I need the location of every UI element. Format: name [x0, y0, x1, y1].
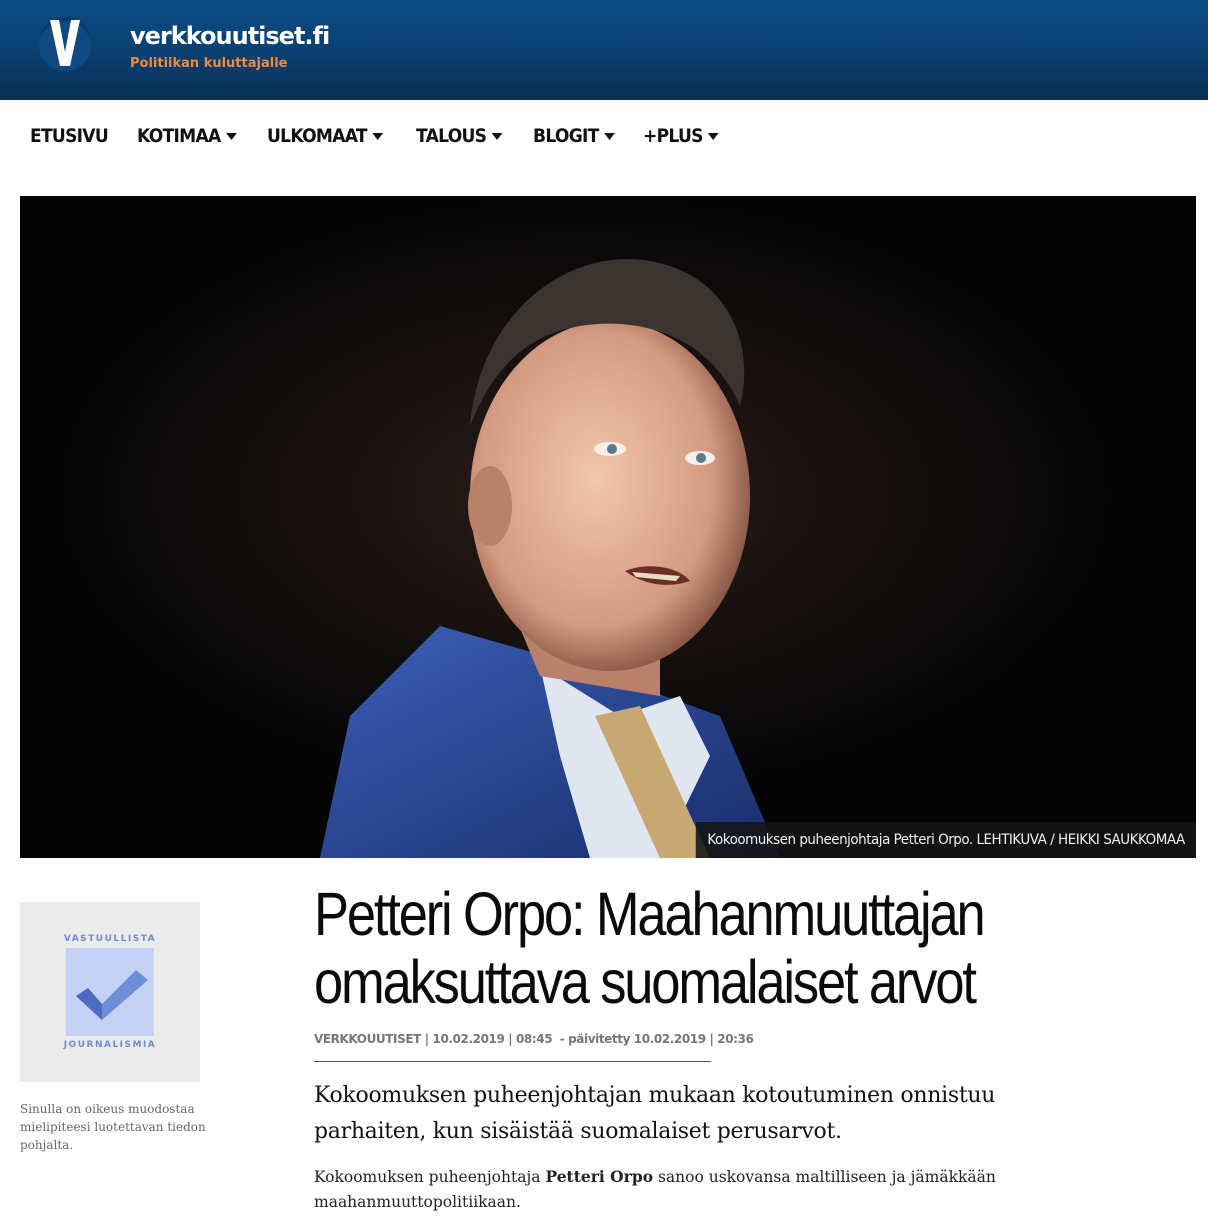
nav-item-plus[interactable] — [643, 125, 719, 147]
nav-item-label: ULKOMAAT — [267, 125, 368, 147]
responsible-journalism-badge[interactable] — [20, 902, 200, 1082]
nav-item-talous[interactable] — [416, 125, 502, 147]
caret-down-icon — [492, 133, 503, 140]
body-person-name: Petteri Orpo — [545, 1167, 654, 1186]
nav-item-label: BLOGIT — [532, 125, 599, 147]
site-tagline: Politiikan kuluttajalle — [130, 56, 288, 71]
article-meta: VERKKOUUTISET | 10.02.2019 | 08:45 - päivitetty 10.02.2019 | 20:36 — [314, 1032, 711, 1062]
article-body-paragraph — [314, 1164, 1014, 1215]
hero-image[interactable] — [20, 196, 1196, 858]
nav-item-label: +PLUS — [643, 125, 704, 147]
meta-date: 10.02.2019 — [432, 1032, 505, 1046]
badge-check-tile — [66, 948, 154, 1036]
nav-item-label: ETUSIVU — [30, 125, 108, 147]
body-text-end: sanoo uskovansa maltilliseen ja jämäkkään maahanmuuttopolitiikaan. — [314, 1168, 996, 1211]
meta-updated-date: 10.02.2019 — [633, 1032, 706, 1046]
body-text-start: Kokoomuksen puheenjohtaja — [314, 1168, 546, 1186]
hero-caption: Kokoomuksen puheenjohtaja Petteri Orpo. LEHTIKUVA / HEIKKI SAUKKOMAA — [696, 822, 1196, 858]
article-headline: Petteri Orpo: Maahanmuuttajan omaksuttava suomalaiset arvot — [314, 880, 984, 1016]
meta-updated-label: päivitetty — [568, 1032, 631, 1046]
badge-bottom-text: JOURNALISMIA — [63, 1040, 157, 1050]
badge-description: Sinulla on oikeus muodostaa mielipiteesi luotettavan tiedon pohjalta. — [20, 1102, 206, 1152]
article-lead: Kokoomuksen puheenjohtajan mukaan kotoutuminen onnistuu parhaiten, kun sisäistää suomalaiset perusarvot. — [314, 1083, 996, 1144]
site-logo[interactable] — [38, 14, 92, 72]
caret-down-icon — [373, 133, 384, 140]
nav-item-kotimaa[interactable] — [137, 125, 237, 147]
nav-item-label: KOTIMAA — [136, 125, 221, 147]
main-nav — [0, 100, 1208, 172]
caret-down-icon — [226, 133, 237, 140]
meta-time: 08:45 — [515, 1032, 553, 1046]
nav-item-label: TALOUS — [416, 125, 487, 147]
hero-photo-illustration — [20, 196, 1196, 858]
site-name[interactable]: verkkouutiset.fi — [130, 22, 330, 50]
caret-down-icon — [604, 133, 615, 140]
checkmark-icon — [66, 948, 154, 1036]
caret-down-icon — [709, 133, 720, 140]
logo-icon — [38, 14, 92, 72]
meta-source: VERKKOUUTISET — [314, 1032, 421, 1046]
site-header — [0, 0, 1208, 100]
badge-top-text: VASTUULLISTA — [63, 934, 157, 944]
nav-item-blogit[interactable] — [533, 125, 615, 147]
meta-updated-time: 20:36 — [717, 1032, 754, 1046]
nav-item-etusivu[interactable] — [30, 125, 108, 147]
nav-item-ulkomaat[interactable] — [267, 125, 383, 147]
